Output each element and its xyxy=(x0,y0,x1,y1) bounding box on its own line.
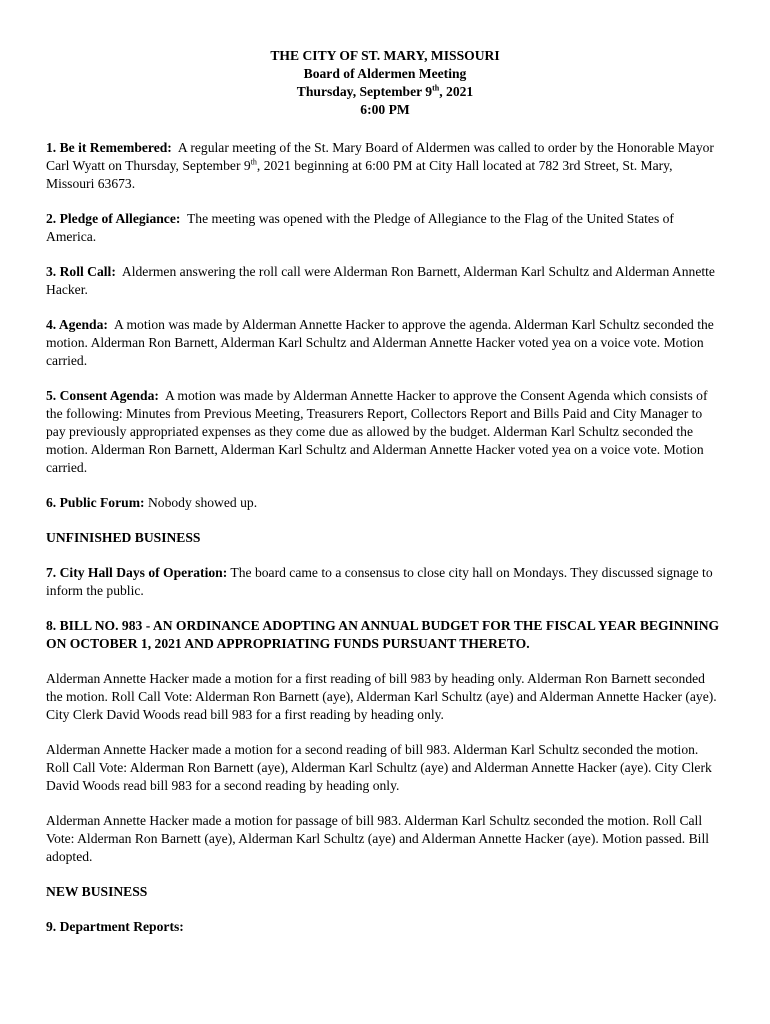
board-title: Board of Aldermen Meeting xyxy=(303,66,467,81)
section-1: 1. Be it Remembered: A regular meeting of the St. Mary Board of Aldermen was called to order by the Honorable Mayor Carl Wyatt on Thursday, September 9th, 2021 beginning at 6:00 PM at City Hall located at 782 3rd Street, St. Mary, Missouri 63673. xyxy=(46,140,714,191)
section-7: 7. City Hall Days of Operation: The board came to a consensus to close city hall on Mondays. They discussed signage to inform the public. xyxy=(46,565,713,598)
section-5: 5. Consent Agenda: A motion was made by Alderman Annette Hacker to approve the Consent Agenda which consists of the following: Minutes from Previous Meeting, Treasurers Report, Collectors Report and Bills Paid and City Manager to pay previously appropriated expenses as they come due as allowed by the budget. Alderman Karl Schultz seconded the motion. Alderman Ron Barnett, Alderman Karl Schultz and Alderman Annette Hacker voted yea on a voice vote. Motion carried. xyxy=(46,388,708,475)
meeting-date: Thursday, September 9th, 2021 xyxy=(296,83,474,99)
section-6: 6. Public Forum: Nobody showed up. xyxy=(46,495,258,510)
section-2-heading: 2. Pledge of Allegiance: xyxy=(46,211,181,226)
bill-983-first-reading: Alderman Annette Hacker made a motion for a first reading of bill 983 by heading only. Alderman Ron Barnett seconded the motion. Roll Call Vote: Alderman Ron Barnett (aye), Alderman Karl Schultz (aye) and Alderman Annette Hacker (aye). City Clerk David Woods read bill 983 for a first reading by heading only. xyxy=(46,671,717,722)
section-2: 2. Pledge of Allegiance: The meeting was opened with the Pledge of Allegiance to the Flag of the United States of America. xyxy=(46,211,674,244)
section-3-heading: 3. Roll Call: xyxy=(46,264,116,279)
new-business-heading: NEW BUSINESS xyxy=(46,884,148,899)
section-5-heading: 5. Consent Agenda: xyxy=(46,388,159,403)
section-4: 4. Agenda: A motion was made by Alderman Annette Hacker to approve the agenda. Alderman Karl Schultz seconded the motion. Alderman Ron Barnett, Alderman Karl Schultz and Alderman Annette Hacker voted yea on a voice vote. Motion carried. xyxy=(46,317,714,368)
section-9-heading: 9. Department Reports: xyxy=(46,919,184,934)
meeting-time: 6:00 PM xyxy=(360,102,410,117)
section-1-heading: 1. Be it Remembered: xyxy=(46,140,172,155)
section-7-heading: 7. City Hall Days of Operation: xyxy=(46,565,228,580)
section-4-heading: 4. Agenda: xyxy=(46,317,108,332)
city-title: THE CITY OF ST. MARY, MISSOURI xyxy=(270,48,500,63)
section-6-heading: 6. Public Forum: xyxy=(46,495,145,510)
unfinished-business-heading: UNFINISHED BUSINESS xyxy=(46,530,201,545)
section-8-heading: 8. BILL NO. 983 - AN ORDINANCE ADOPTING AN ANNUAL BUDGET FOR THE FISCAL YEAR BEGINNING ON OCTOBER 1, 2021 AND APPROPRIATING FUNDS PURSUANT THERETO. xyxy=(46,618,720,651)
document-header xyxy=(46,47,724,119)
bill-983-passage: Alderman Annette Hacker made a motion for passage of bill 983. Alderman Karl Schultz seconded the motion. Roll Call Vote: Alderman Ron Barnett (aye), Alderman Karl Schultz (aye) and Alderman Annette Hacker (aye). Motion passed. Bill adopted. xyxy=(46,813,710,864)
section-3: 3. Roll Call: Aldermen answering the roll call were Alderman Ron Barnett, Alderman Karl Schultz and Alderman Annette Hacker. xyxy=(46,264,715,297)
bill-983-second-reading: Alderman Annette Hacker made a motion for a second reading of bill 983. Alderman Karl Schultz seconded the motion. Roll Call Vote: Alderman Ron Barnett (aye), Alderman Karl Schultz (aye) and Alderman Annette Hacker (aye). City Clerk David Woods read bill 983 for a second reading by heading only. xyxy=(46,742,712,793)
